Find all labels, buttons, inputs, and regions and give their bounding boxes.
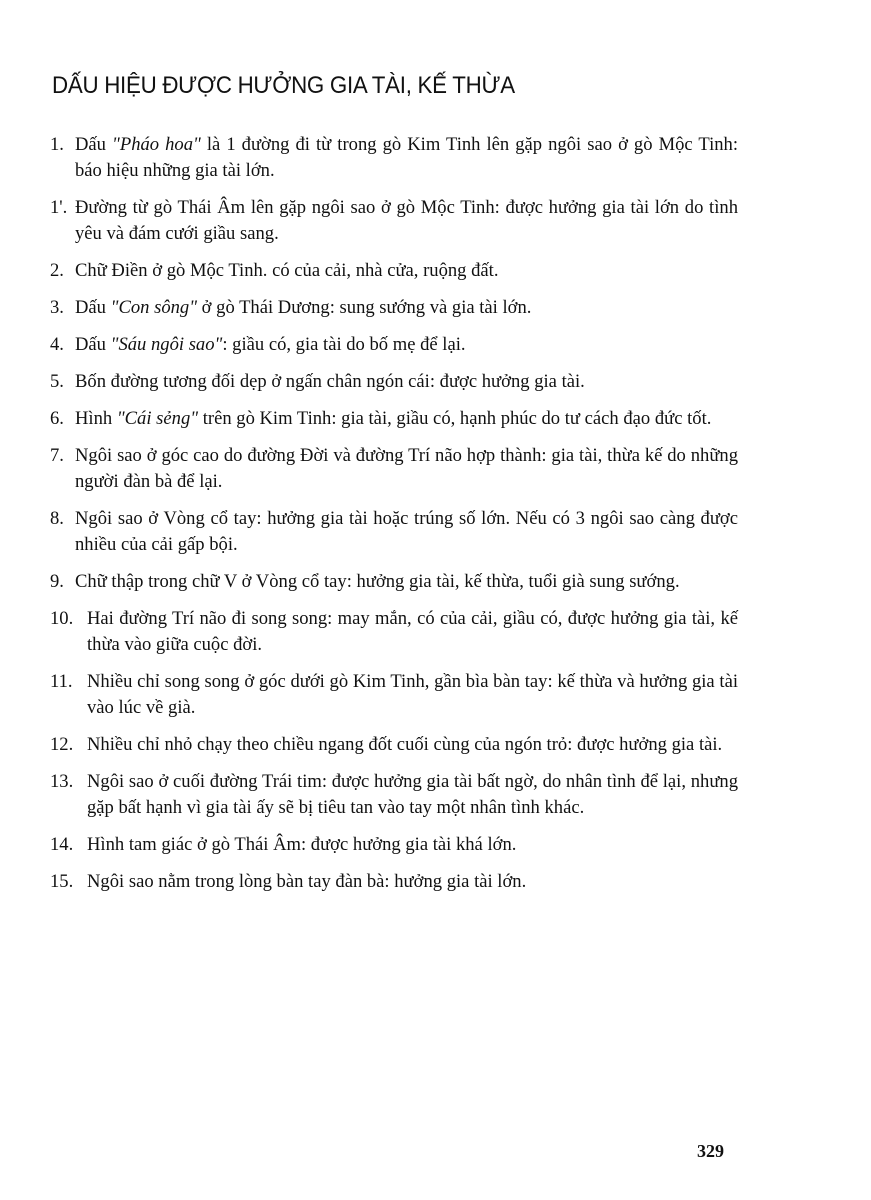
item-number: 5. bbox=[50, 371, 64, 392]
item-text: Đường từ gò Thái Âm lên gặp ngôi sao ở gò Mộc Tinh: được hưởng gia tài lớn do tình yêu và đám cưới giầu sang. bbox=[75, 197, 738, 244]
signs-list bbox=[50, 132, 738, 906]
item-text: Ngôi sao ở cuối đường Trái tim: được hưởng gia tài bất ngờ, do nhân tình để lại, nhưng gặp bất hạnh vì gia tài ấy sẽ bị tiêu tan vào tay một nhân tình khác. bbox=[87, 771, 738, 818]
item-text: Dấu "Con sông" ở gò Thái Dương: sung sướng và gia tài lớn. bbox=[75, 297, 532, 318]
item-text: Dấu "Pháo hoa" là 1 đường đi từ trong gò Kim Tinh lên gặp ngôi sao ở gò Mộc Tinh: báo hiệu những gia tài lớn. bbox=[75, 134, 738, 181]
item-text: Dấu "Sáu ngôi sao": giầu có, gia tài do bố mẹ để lại. bbox=[75, 334, 466, 355]
item-text: Chữ Điền ở gò Mộc Tinh. có của cải, nhà cửa, ruộng đất. bbox=[75, 260, 499, 281]
list-item bbox=[50, 669, 738, 721]
list-item bbox=[50, 606, 738, 658]
item-text: Bốn đường tương đối dẹp ở ngấn chân ngón cái: được hưởng gia tài. bbox=[75, 371, 585, 392]
page-number: 329 bbox=[697, 1141, 724, 1161]
list-item bbox=[50, 869, 738, 895]
section-heading: DẤU HIỆU ĐƯỢC HƯỞNG GIA TÀI, KẾ THỪA bbox=[52, 72, 515, 99]
item-number: 11. bbox=[50, 671, 73, 692]
list-item bbox=[50, 406, 738, 432]
list-item bbox=[50, 132, 738, 184]
item-number: 9. bbox=[50, 571, 64, 592]
list-item bbox=[50, 732, 738, 758]
item-text: Ngôi sao nằm trong lòng bàn tay đàn bà: hưởng gia tài lớn. bbox=[87, 871, 527, 892]
item-text: Ngôi sao ở góc cao do đường Đời và đường Trí não hợp thành: gia tài, thừa kế do những người đàn bà để lại. bbox=[75, 445, 738, 492]
item-number: 3. bbox=[50, 297, 64, 318]
list-item bbox=[50, 769, 738, 821]
list-item bbox=[50, 258, 738, 284]
item-text: Hai đường Trí não đi song song: may mắn, có của cải, giầu có, được hưởng gia tài, kế thừa vào giữa cuộc đời. bbox=[87, 608, 738, 655]
item-number: 8. bbox=[50, 508, 64, 529]
item-number: 14. bbox=[50, 834, 74, 855]
list-item bbox=[50, 832, 738, 858]
item-text: Nhiều chỉ song song ở góc dưới gò Kim Tinh, gần bìa bàn tay: kế thừa và hưởng gia tài vào lúc về già. bbox=[87, 671, 738, 718]
item-text: Hình "Cái sẻng" trên gò Kim Tinh: gia tài, giầu có, hạnh phúc do tư cách đạo đức tốt. bbox=[75, 408, 712, 429]
list-item bbox=[50, 569, 738, 595]
item-number: 2. bbox=[50, 260, 64, 281]
list-item bbox=[50, 332, 738, 358]
item-text: Hình tam giác ở gò Thái Âm: được hưởng gia tài khá lớn. bbox=[87, 834, 517, 855]
item-number: 13. bbox=[50, 771, 74, 792]
item-text: Ngôi sao ở Vòng cổ tay: hưởng gia tài hoặc trúng số lớn. Nếu có 3 ngôi sao càng được nhiều của cải gấp bội. bbox=[75, 508, 738, 555]
item-number: 6. bbox=[50, 408, 64, 429]
item-number: 7. bbox=[50, 445, 64, 466]
item-number: 12. bbox=[50, 734, 74, 755]
list-item bbox=[50, 369, 738, 395]
list-item bbox=[50, 295, 738, 321]
list-item bbox=[50, 506, 738, 558]
item-text: Chữ thập trong chữ V ở Vòng cổ tay: hưởng gia tài, kế thừa, tuổi già sung sướng. bbox=[75, 571, 680, 592]
list-item bbox=[50, 443, 738, 495]
item-number: 1'. bbox=[50, 197, 68, 218]
item-number: 4. bbox=[50, 334, 64, 355]
item-number: 15. bbox=[50, 871, 74, 892]
item-number: 10. bbox=[50, 608, 74, 629]
item-number: 1. bbox=[50, 134, 64, 155]
list-item bbox=[50, 195, 738, 247]
item-text: Nhiều chỉ nhỏ chạy theo chiều ngang đốt cuối cùng của ngón trỏ: được hưởng gia tài. bbox=[87, 734, 723, 755]
